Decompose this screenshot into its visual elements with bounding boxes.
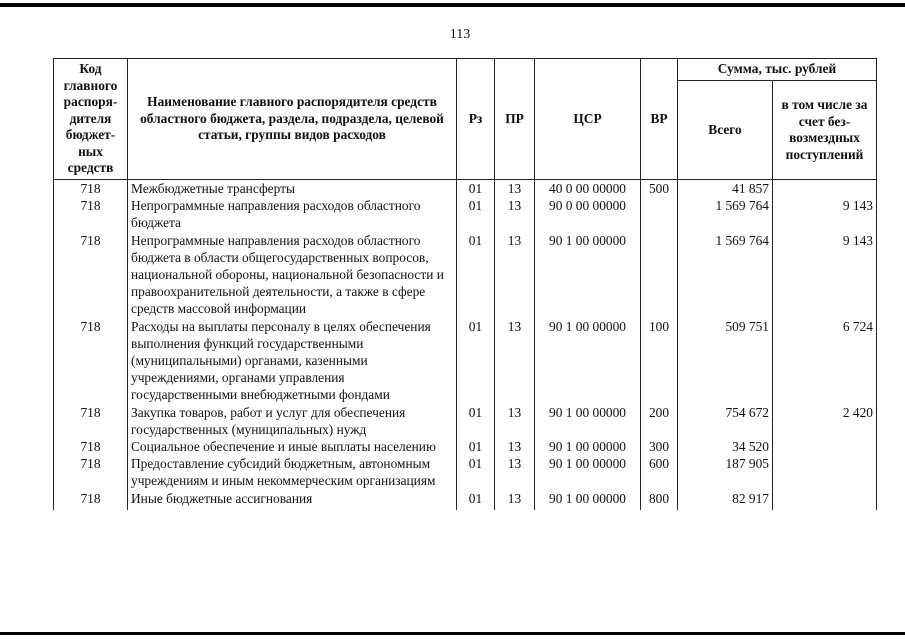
bottom-rule xyxy=(0,632,905,635)
cell-vr xyxy=(641,232,678,318)
cell-pr: 13 xyxy=(495,197,535,231)
budget-table xyxy=(53,58,877,510)
cell-total: 187 905 xyxy=(678,455,773,489)
table-row xyxy=(54,318,877,404)
cell-csr: 90 1 00 00000 xyxy=(535,404,641,438)
page-number: 113 xyxy=(449,27,471,42)
cell-vr: 500 xyxy=(641,180,678,198)
cell-code: 718 xyxy=(54,404,128,438)
table-row xyxy=(54,197,877,231)
cell-pr: 13 xyxy=(495,455,535,489)
cell-vr: 200 xyxy=(641,404,678,438)
top-rule xyxy=(0,3,905,7)
cell-vr: 800 xyxy=(641,490,678,510)
cell-rz: 01 xyxy=(457,197,495,231)
cell-total: 1 569 764 xyxy=(678,197,773,231)
header-gratis: в том числе за счет без-возмездных поступлений xyxy=(773,81,877,180)
cell-total: 1 569 764 xyxy=(678,232,773,318)
cell-gratis xyxy=(773,490,877,510)
header-csr: ЦСР xyxy=(535,59,641,180)
cell-gratis: 2 420 xyxy=(773,404,877,438)
cell-gratis xyxy=(773,455,877,489)
cell-csr: 90 1 00 00000 xyxy=(535,490,641,510)
cell-total: 509 751 xyxy=(678,318,773,404)
cell-code: 718 xyxy=(54,438,128,455)
cell-code: 718 xyxy=(54,455,128,489)
cell-vr: 300 xyxy=(641,438,678,455)
cell-pr: 13 xyxy=(495,490,535,510)
table-row xyxy=(54,490,877,510)
header-total: Всего xyxy=(678,81,773,180)
cell-gratis: 9 143 xyxy=(773,232,877,318)
cell-name: Иные бюджетные ассигнования xyxy=(128,490,457,510)
cell-csr: 90 0 00 00000 xyxy=(535,197,641,231)
cell-gratis: 6 724 xyxy=(773,318,877,404)
cell-pr: 13 xyxy=(495,232,535,318)
cell-vr xyxy=(641,197,678,231)
cell-csr: 90 1 00 00000 xyxy=(535,438,641,455)
cell-code: 718 xyxy=(54,180,128,198)
cell-name: Межбюджетные трансферты xyxy=(128,180,457,198)
table-row xyxy=(54,180,877,198)
cell-vr: 100 xyxy=(641,318,678,404)
cell-gratis xyxy=(773,438,877,455)
cell-name: Предоставление субсидий бюджетным, автономным учреждениям и иным некоммерческим организациям xyxy=(128,455,457,489)
header-rz: Рз xyxy=(457,59,495,180)
table-body xyxy=(54,180,877,510)
cell-code: 718 xyxy=(54,490,128,510)
cell-rz: 01 xyxy=(457,180,495,198)
cell-code: 718 xyxy=(54,197,128,231)
cell-total: 82 917 xyxy=(678,490,773,510)
cell-code: 718 xyxy=(54,232,128,318)
cell-name: Закупка товаров, работ и услуг для обеспечения государственных (муниципальных) нужд xyxy=(128,404,457,438)
cell-gratis xyxy=(773,180,877,198)
header-code: Код главного распоря-дителя бюджет-ных средств xyxy=(54,59,128,180)
cell-total: 34 520 xyxy=(678,438,773,455)
header-sum: Сумма, тыс. рублей xyxy=(678,59,877,81)
cell-rz: 01 xyxy=(457,455,495,489)
table-row xyxy=(54,404,877,438)
cell-vr: 600 xyxy=(641,455,678,489)
cell-name: Непрограммные направления расходов областного бюджета в области общегосударственных вопросов, национальной обороны, национальной безопасности и правоохранительной деятельности, а также в сфере средств массовой информации xyxy=(128,232,457,318)
header-name: Наименование главного распорядителя средств областного бюджета, раздела, подраздела, целевой статьи, группы видов расходов xyxy=(128,59,457,180)
cell-pr: 13 xyxy=(495,404,535,438)
cell-pr: 13 xyxy=(495,318,535,404)
cell-csr: 90 1 00 00000 xyxy=(535,232,641,318)
cell-total: 41 857 xyxy=(678,180,773,198)
cell-rz: 01 xyxy=(457,232,495,318)
cell-rz: 01 xyxy=(457,318,495,404)
cell-csr: 40 0 00 00000 xyxy=(535,180,641,198)
header-vr: ВР xyxy=(641,59,678,180)
cell-code: 718 xyxy=(54,318,128,404)
cell-pr: 13 xyxy=(495,180,535,198)
cell-rz: 01 xyxy=(457,490,495,510)
cell-total: 754 672 xyxy=(678,404,773,438)
cell-csr: 90 1 00 00000 xyxy=(535,318,641,404)
cell-csr: 90 1 00 00000 xyxy=(535,455,641,489)
cell-name: Социальное обеспечение и иные выплаты населению xyxy=(128,438,457,455)
cell-gratis: 9 143 xyxy=(773,197,877,231)
cell-name: Непрограммные направления расходов областного бюджета xyxy=(128,197,457,231)
header-pr: ПР xyxy=(495,59,535,180)
table-row xyxy=(54,232,877,318)
cell-rz: 01 xyxy=(457,438,495,455)
cell-rz: 01 xyxy=(457,404,495,438)
cell-name: Расходы на выплаты персоналу в целях обеспечения выполнения функций государственными (муниципальными) органами, казенными учреждениями, органами управления государственными внебюджетными фондами xyxy=(128,318,457,404)
cell-pr: 13 xyxy=(495,438,535,455)
table-row xyxy=(54,438,877,455)
table-row xyxy=(54,455,877,489)
